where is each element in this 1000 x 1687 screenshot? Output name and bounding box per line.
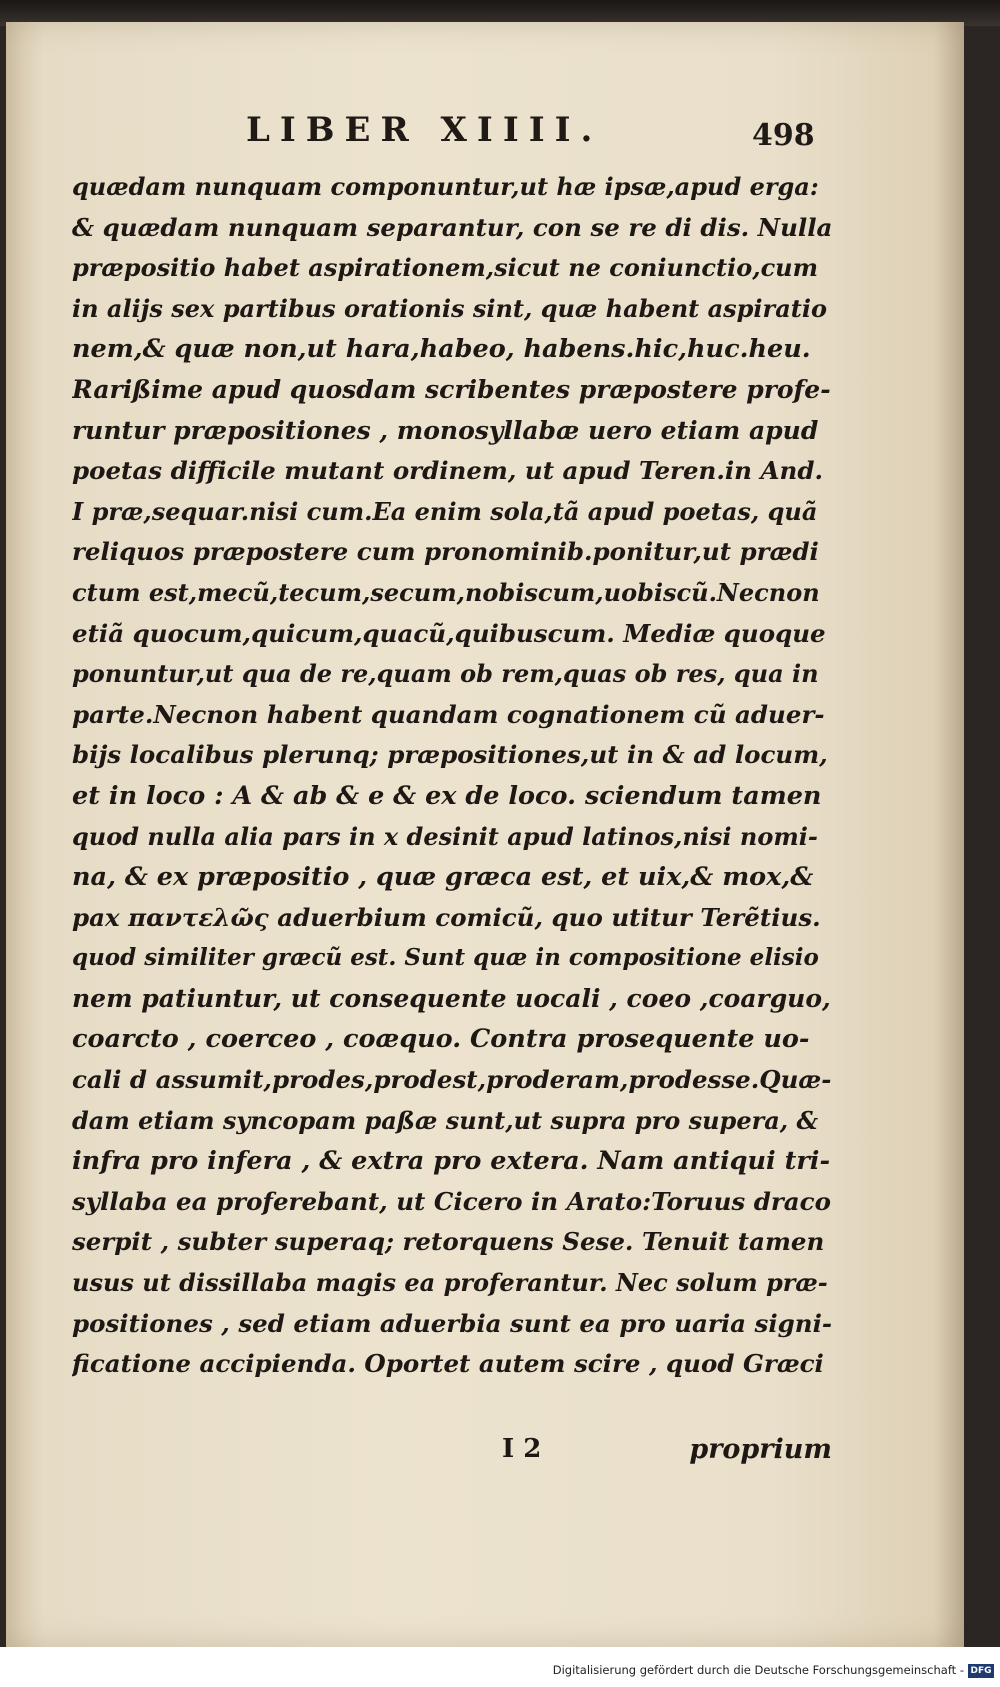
page-edge-shadow (934, 22, 964, 1647)
text-line: cali d assumit,prodes,prodest,proderam,prodesse.Quæ- (72, 1065, 832, 1095)
text-line: usus ut dissillaba magis ea proferantur. Nec solum præ- (72, 1268, 828, 1298)
text-line: na, & ex præpositio , quæ græca est, et uix,& mox,& (72, 862, 814, 893)
text-line: & quædam nunquam separantur, con se re di dis. Nulla (72, 212, 832, 242)
text-line: I præ,sequar.nisi cum.Ea enim sola,tã apud poetas, quã (72, 496, 818, 526)
text-line: et in loco : A & ab & e & ex de loco. sciendum tamen (72, 780, 822, 811)
text-line: parte.Necnon habent quandam cognationem cũ aduer- (72, 699, 825, 729)
credit-bar (0, 1647, 1000, 1687)
text-line: runtur præpositiones , monosyllabæ uero etiam apud (72, 415, 819, 445)
text-line: præpositio habet aspirationem,sicut ne coniunctio,cum (72, 253, 819, 283)
text-line: quod nulla alia pars in x desinit apud latinos,nisi nomi- (72, 821, 818, 851)
signature-mark: I 2 (502, 1434, 542, 1464)
text-line: ponuntur,ut qua de re,quam ob rem,quas ob res, qua in (72, 659, 819, 689)
text-line: coarcto , coerceo , coæquo. Contra prosequente uo- (72, 1024, 810, 1055)
text-line: reliquos præpostere cum pronominib.ponitur,ut prædi (72, 537, 819, 567)
text-line: syllaba ea proferebant, ut Cicero in Arato:Toruus draco (72, 1186, 831, 1216)
text-line: ctum est,mecũ,tecum,secum,nobiscum,uobiscũ.Necnon (72, 577, 820, 607)
text-line: dam etiam syncopam paßæ sunt,ut supra pro supera, & (72, 1105, 819, 1135)
text-line: infra pro infera , & extra pro extera. Nam antiqui tri- (72, 1146, 831, 1177)
text-line: serpit , subter superaq; retorquens Sese. Tenuit tamen (72, 1227, 825, 1257)
text-line: etiã quocum,quicum,quacũ,quibuscum. Mediæ quoque (72, 618, 826, 648)
text-line: nem,& quæ non,ut hara,habeo, habens.hic,huc.heu. (72, 334, 811, 365)
text-line: poetas difficile mutant ordinem, ut apud Teren.in And. (72, 456, 824, 486)
text-line: Rarißime apud quosdam scribentes præpostere profe- (72, 374, 831, 404)
running-head: LIBER XIIII. (246, 110, 603, 150)
page-number: 498 (752, 118, 815, 153)
text-line: bijs localibus plerunq; præpositiones,ut in & ad locum, (72, 740, 828, 770)
text-line: quod similiter græcũ est. Sunt quæ in compositione elisio (72, 944, 819, 972)
page-footer (72, 1434, 832, 1474)
catchword: proprium (689, 1434, 832, 1465)
text-line: pax παντελῶς aduerbium comicũ, quo utitur Terẽtius. (72, 902, 821, 932)
text-line: positiones , sed etiam aduerbia sunt ea pro uaria signi- (72, 1308, 832, 1338)
text-block (72, 167, 832, 1385)
text-line: nem patiuntur, ut consequente uocali , coeo ,coarguo, (72, 983, 831, 1013)
text-line: ficatione accipienda. Oportet autem scire , quod Græci (72, 1349, 824, 1379)
credit-text: Digitalisierung gefördert durch die Deutsche Forschungsgemeinschaft - (552, 1663, 964, 1677)
text-line: quædam nunquam componuntur,ut hæ ipsæ,apud erga: (72, 172, 819, 201)
book-page (6, 22, 964, 1647)
text-line: in alijs sex partibus orationis sint, quæ habent aspiratio (72, 293, 827, 323)
dfg-logo-icon: DFG (968, 1664, 994, 1678)
